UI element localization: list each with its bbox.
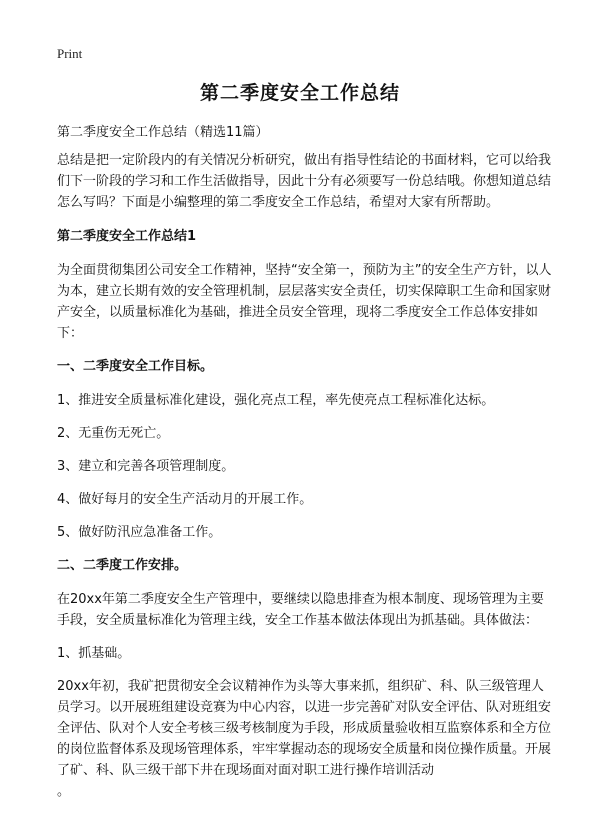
section-paragraph: 为全面贯彻集团公司安全工作精神，坚持“安全第一，预防为主”的安全生产方针，以人为本，建立长期有效的安全管理机制，层层落实安全责任，切实保障职工生命和国家财产安全，以质量标准化为基础，推进全员安全管理，现将二季度安全工作总体安排如下： [57,263,552,341]
print-link[interactable]: Print [57,46,83,61]
page-title: 第二季度安全工作总结 [199,82,400,104]
goal-item: 5、做好防汛应急准备工作。 [57,525,222,540]
intro-paragraph: 总结是把一定阶段内的有关情况分析研究，做出有指导性结论的书面材料，它可以给我们下一阶段的学习和工作生活做指导，因此十分有必须要写一份总结哦。你想知道总结怎么写吗？下面是小编整理的第二季度安全工作总结，希望对大家有所帮助。 [57,153,552,210]
section-heading: 第二季度安全工作总结1 [57,229,197,244]
goal-item: 2、无重伤无死亡。 [57,426,170,441]
goal-item: 4、做好每月的安全生产活动月的开展工作。 [57,492,313,507]
document-body [57,122,553,802]
plan-heading: 二、二季度工作安排。 [57,558,188,573]
goal-item: 1、推进安全质量标准化建设，强化亮点工程，率先使亮点工程标准化达标。 [57,393,495,408]
goals-heading: 一、二季度安全工作目标。 [57,359,214,374]
paragraph-tail: 。 [57,784,71,799]
plan-item: 1、抓基础。 [57,646,131,661]
plan-paragraph: 在20xx年第二季度安全生产管理中，要继续以隐患排查为根本制度、现场管理为主要手段，安全质量标准化为管理主线，安全工作基本做法体现出为抓基础。具体做法： [57,592,544,628]
document-subtitle: 第二季度安全工作总结（精选11篇） [57,125,269,140]
plan-item-paragraph: 20xx年初，我矿把贯彻安全会议精神作为头等大事来抓，组织矿、科、队三级管理人员学习。以开展班组建设竞赛为中心内容，以进一步完善矿对队安全评估、队对班组安全评估、队对个人安全考核三级考核制度为手段，形成质量验收相互监察体系和全方位的岗位监督体系及现场管理体系，牢牢掌握动态的现场安全质量和岗位操作质量。开展了矿、科、队三级干部下井在现场面对面对职工进行操作培训活动 [57,679,552,778]
goal-item: 3、建立和完善各项管理制度。 [57,459,235,474]
